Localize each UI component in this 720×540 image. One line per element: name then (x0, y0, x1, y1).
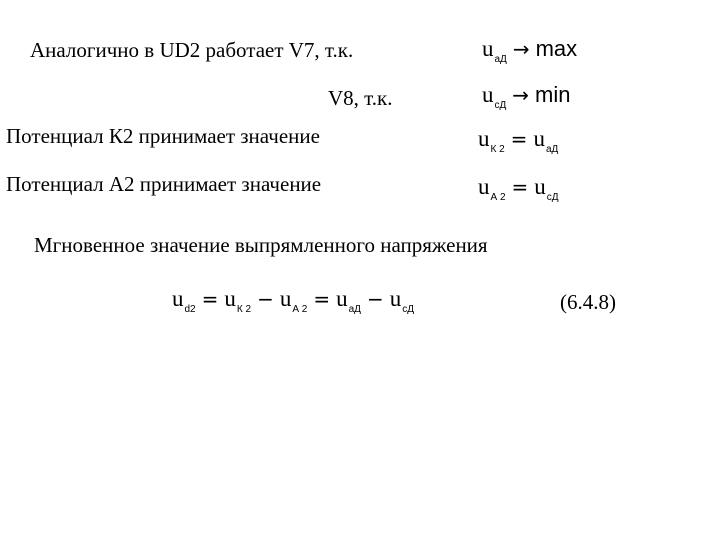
equals-sign: = (511, 175, 529, 199)
formula-subscript: сД (494, 100, 507, 111)
formula-subscript: аД (545, 144, 559, 155)
text-line-potential-a2: Потенциал А2 принимает значение (6, 172, 322, 196)
formula-symbol: u (534, 174, 546, 199)
formula-subscript: d2 (184, 304, 196, 315)
formula-word: max (535, 36, 578, 61)
formula-subscript: аД (348, 304, 361, 315)
equals-sign: = (201, 287, 219, 311)
formula-subscript: сД (546, 192, 559, 203)
minus-sign: − (366, 287, 384, 311)
formula-ua2 (478, 174, 559, 211)
formula-symbol: u (224, 286, 236, 311)
text-line-v8: V8, т.к. (328, 86, 393, 110)
text-line-potential-k2: Потенциал К2 принимает значение (6, 124, 320, 148)
equals-sign: = (510, 127, 528, 151)
arrow-icon: → (512, 83, 530, 107)
formula-symbol: u (533, 126, 545, 151)
formula-symbol: u (389, 286, 402, 311)
minus-sign: − (257, 287, 274, 311)
arrow-icon: → (512, 37, 530, 61)
formula-word: min (535, 82, 571, 107)
formula-subscript: аД (494, 54, 507, 65)
formula-symbol: u (482, 36, 494, 61)
formula-ua-max (482, 36, 577, 73)
formula-subscript: А 2 (292, 304, 308, 315)
formula-subscript: К 2 (490, 144, 505, 155)
formula-symbol: u (172, 286, 184, 311)
text-line-analogous: Аналогично в UD2 работает V7, т.к. (30, 38, 354, 62)
equation-number: (6.4.8) (560, 290, 616, 314)
formula-symbol: u (336, 286, 348, 311)
formula-symbol: u (279, 286, 292, 311)
formula-symbol: u (478, 126, 490, 151)
equals-sign: = (313, 287, 331, 311)
formula-subscript: А 2 (490, 192, 506, 203)
formula-uc-min (482, 82, 571, 119)
text-line-instant-voltage: Мгновенное значение выпрямленного напряжения (34, 233, 488, 257)
formula-subscript: К 2 (236, 304, 252, 315)
formula-uk2 (478, 126, 558, 163)
formula-symbol: u (478, 174, 490, 199)
formula-symbol: u (482, 82, 494, 107)
formula-subscript: сД (402, 304, 414, 315)
formula-ud2 (172, 286, 414, 323)
